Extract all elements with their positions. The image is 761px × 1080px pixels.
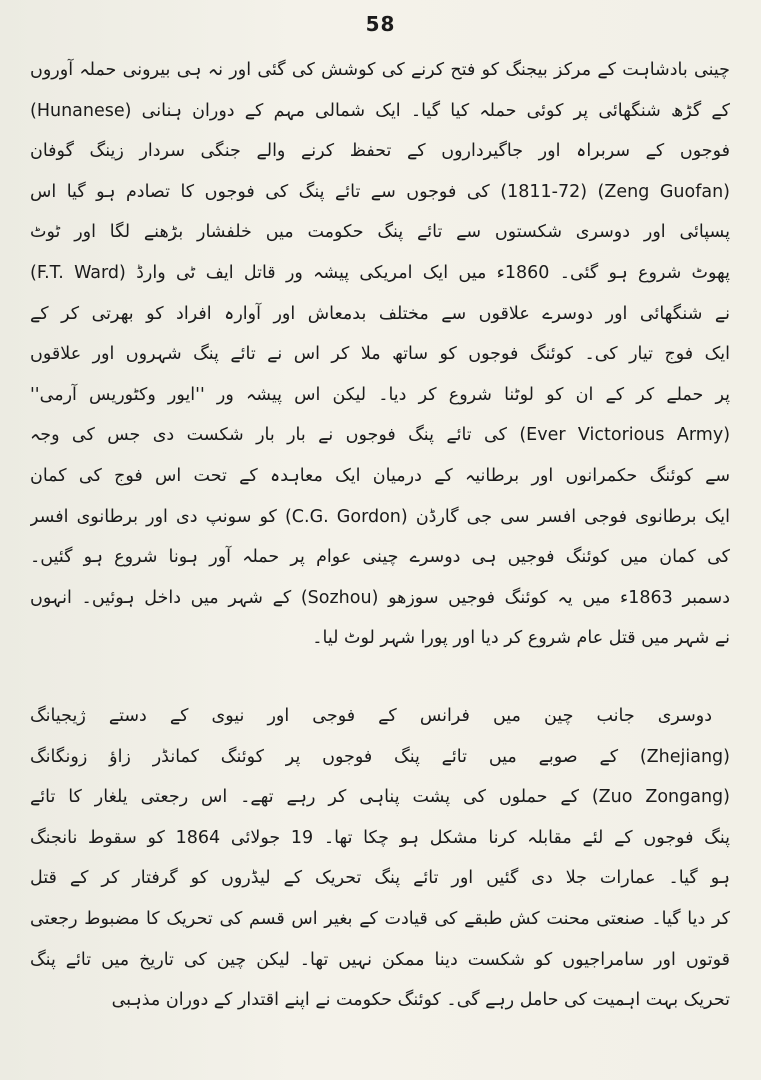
text-line: ایک فوج تیار کی۔ کوئنگ فوجوں کو ساتھ ملا کر اس نے تائے پنگ شہروں اور علاقوں: [30, 344, 730, 365]
text-line: سے کوئنگ حکمرانوں اور برطانیہ کے درمیان ایک معاہدہ کے تحت اس فوج کی کمان: [30, 465, 730, 486]
text-line: (Zeng Guofan) (1811-72) کی فوجوں سے تائے پنگ کی فوجوں کا تصادم ہو گیا اس: [30, 181, 730, 202]
page-number: 58: [365, 12, 396, 36]
text-line: پھوٹ شروع ہو گئی۔ 1860ء میں ایک امریکی پیشہ ور قاتل ایف ٹی وارڈ (F.T. Ward): [30, 262, 730, 283]
text-line: تحریک بہت اہمیت کی حامل رہے گی۔ کوئنگ حکومت نے اپنے اقتدار کے دوران مذہبی: [111, 990, 730, 1011]
paragraph-1: [30, 50, 730, 659]
text-line: دوسری جانب چین میں فرانس کے فوجی اور نیوی کے دستے ژیجیانگ: [30, 706, 712, 726]
text-line: قوتوں اور سامراجیوں کو شکست دینا ممکن نہیں تھا۔ لیکن چین کی تاریخ میں تائے پنگ: [30, 949, 730, 970]
text-line: پر حملے کر کے ان کو لوٹنا شروع کر دیا۔ لیکن اس پیشہ ور ''ایور وکٹوریس آرمی'': [30, 384, 730, 405]
text-line: نے شنگھائی اور دوسرے علاقوں سے مختلف بدمعاش اور آوارہ افراد کو بھرتی کر کے: [30, 303, 730, 324]
text-line: فوجوں کے سربراہ اور جاگیرداروں کے تحفظ کرنے والے جنگی سردار زینگ گوفان: [30, 141, 730, 162]
text-line: کی کمان میں کوئنگ فوجیں ہی دوسرے چینی عوام پر حملہ آور ہونا شروع ہو گئیں۔: [30, 547, 730, 568]
text-line: چینی بادشاہت کے مرکز بیجنگ کو فتح کرنے کی کوشش کی گئی اور نہ ہی بیرونی حملہ آوروں: [30, 60, 730, 80]
text-line: (Ever Victorious Army) کی تائے پنگ فوجوں نے بار بار شکست دی جس کی وجہ: [30, 425, 730, 446]
text-line: کے گڑھ شنگھائی پر کوئی حملہ کیا گیا۔ ایک شمالی مہم کے دوران ہنانی (Hunanese): [30, 100, 730, 121]
text-line: پسپائی اور دوسری شکستوں سے تائے پنگ حکومت میں خلفشار بڑھنے لگا اور ٹوٹ: [30, 222, 730, 243]
text-line: دسمبر 1863ء میں یہ کوئنگ فوجیں سوزھو (Sozhou) کے شہر میں داخل ہوئیں۔ انہوں: [30, 587, 730, 608]
text-line: کر دیا گیا۔ صنعتی محنت کش طبقے کی قیادت کے بغیر اس قسم کی تحریک کا مضبوط رجعتی: [30, 908, 730, 929]
text-line: ہو گیا۔ عمارات جلا دی گئیں اور تائے پنگ تحریک کے لیڈروں کو گرفتار کر کے قتل: [30, 868, 730, 889]
text-line: ایک برطانوی فوجی افسر سی جی گارڈن (C.G. Gordon) کو سونپ دی اور برطانوی افسر: [30, 506, 730, 527]
text-line: پنگ فوجوں کے لئے مقابلہ کرنا مشکل ہو چکا تھا۔ 19 جولائی 1864 کو سقوط نانجنگ: [30, 827, 730, 848]
text-line: (Zuo Zongang) کے حملوں کی پشت پناہی کر رہے تھے۔ اس رجعتی یلغار کا تائے: [30, 787, 730, 808]
text-line: (Zhejiang) کے صوبے میں تائے پنگ فوجوں پر کوئنگ کمانڈر زاؤ زونگانگ: [30, 746, 730, 767]
paragraph-2: [30, 696, 730, 1021]
text-line: نے شہر میں قتل عام شروع کر دیا اور پورا شہر لوٹ لیا۔: [312, 628, 730, 649]
